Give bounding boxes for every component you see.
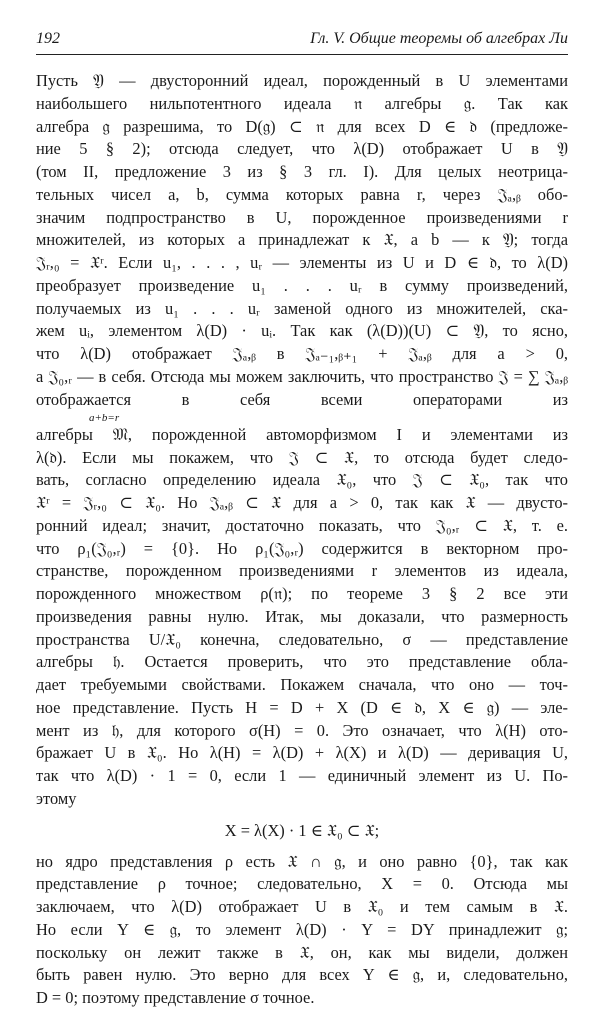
page-header xyxy=(36,26,568,50)
text-line: что ρ₁(𝔍₀,ᵣ) = {0}. Но ρ₁(𝔍₀,ᵣ) содержится в векторном про- xyxy=(36,538,568,558)
text-line: странстве, порожденном произведениями r элементов из идеала, xyxy=(36,561,568,581)
text-line: ное представление. Пусть H = D + X (D ∈ 𝔡, X ∈ 𝔤) — эле- xyxy=(36,697,568,717)
text-line: значим подпространство в U, порожденное произведениями r xyxy=(36,207,568,227)
text-line: вать, согласно определению идеала 𝔛₀, что 𝔍 ⊂ 𝔛₀, так что xyxy=(36,470,568,490)
text-line: но ядро представления ρ есть 𝔛 ∩ 𝔤, и оно равно {0}, так как xyxy=(36,851,568,871)
text-line: пространства U/𝔛₀ конечна, следовательно, σ — представление xyxy=(36,629,568,649)
text-line: алгебры 𝔥. Остается проверить, что это представление обла- xyxy=(36,652,568,672)
display-formula: X = λ(X) · 1 ∈ 𝔛₀ ⊂ 𝔛; xyxy=(224,820,380,840)
text-line: λ(𝔡). Если мы покажем, что 𝔍 ⊂ 𝔛, то отсюда будет следо- xyxy=(36,447,568,467)
text-line: поскольку он лежит также в 𝔛, он, как мы видели, должен xyxy=(36,942,568,962)
text-line: заключаем, что λ(D) отображает U в 𝔛₀ и тем самым в 𝔛. xyxy=(36,897,568,916)
text-line: а 𝔍₀,ᵣ — в себя. Отсюда мы можем заключить, что пространство 𝔍 = ∑ 𝔍ₐ,ᵦ отображается в себя всеми операторами из xyxy=(36,366,568,409)
header-rule xyxy=(36,54,568,55)
running-title: Гл. V. Общие теоремы об алгебрах Ли xyxy=(310,30,568,47)
text-line: мент из 𝔥, для которого σ(H) = 0. Это означает, что λ(H) ото- xyxy=(36,720,568,740)
text-line: порожденного множеством ρ(𝔫); по теореме 3 § 2 все эти xyxy=(36,584,568,603)
text-line: ние 5 § 2); отсюда следует, что λ(D) отображает U в 𝔜 xyxy=(36,139,568,159)
text-line: 𝔍ᵣ,₀ = 𝔛ʳ. Если u₁, . . . , uᵣ — элементы из U и D ∈ 𝔡, то λ(D) xyxy=(36,253,568,272)
text-line: этому xyxy=(36,788,77,808)
text-line: Но если Y ∈ 𝔤, то элемент λ(D) · Y = DY принадлежит 𝔤; xyxy=(36,919,568,939)
text-line: наибольшего нильпотентного идеала 𝔫 алгебры 𝔤. Так как xyxy=(36,93,568,113)
text-line: (том II, предложение 3 из § 3 гл. I). Для целых неотрица- xyxy=(36,162,568,181)
text-line: жем uᵢ, элементом λ(D) · uᵢ. Так как (λ(D))(U) ⊂ 𝔜, то ясно, xyxy=(36,321,568,341)
text-line: Пусть 𝔜 — двусторонний идеал, порожденный в U элементами xyxy=(36,71,568,90)
text-line: множителей, из которых a принадлежат к 𝔛, а b — к 𝔜; тогда xyxy=(36,230,568,250)
text-line: что λ(D) отображает 𝔍ₐ,ᵦ в 𝔍ₐ₋₁,ᵦ₊₁ + 𝔍ₐ,ᵦ для a > 0, xyxy=(36,344,568,363)
text-line: алгебра 𝔤 разрешима, то D(𝔤) ⊂ 𝔫 для всех D ∈ 𝔡 (предложе- xyxy=(36,116,568,136)
text-line: представление ρ точное; следовательно, X = 0. Отсюда мы xyxy=(36,874,568,894)
text-line: быть равен нулю. Это верно для всех Y ∈ 𝔤, и, следовательно, xyxy=(36,965,568,985)
text-line: получаемых из u₁ . . . uᵣ заменой одного из множителей, ска- xyxy=(36,298,568,318)
sum-subscript: a+b=r xyxy=(89,411,120,424)
text-line: 𝔛ʳ = 𝔍ᵣ,₀ ⊂ 𝔛₀. Но 𝔍ₐ,ᵦ ⊂ 𝔛 для a > 0, так как 𝔛 — двусто- xyxy=(36,493,568,512)
text-line: преобразует произведение u₁ . . . uᵣ в сумму произведений, xyxy=(36,275,568,295)
text-line: бражает U в 𝔛₀. Но λ(H) = λ(D) + λ(X) и λ(D) — деривация U, xyxy=(36,743,568,763)
text-line: так что λ(D) · 1 = 0, если 1 — единичный элемент из U. По- xyxy=(36,766,568,785)
text-line: D = 0; поэтому представление σ точное. xyxy=(36,988,315,1007)
page-number: 192 xyxy=(36,30,60,47)
text-line: ронний идеал; значит, достаточно показать, что 𝔍₀,ᵣ ⊂ 𝔛, т. е. xyxy=(36,515,568,535)
text-line: произведения равны нулю. Итак, мы доказали, что размерность xyxy=(36,606,568,626)
text-line: алгебры 𝔐, порожденной автоморфизмом I и элементами из xyxy=(36,424,568,444)
text-line: тельных чисел a, b, сумма которых равна r, через 𝔍ₐ,ᵦ обо- xyxy=(36,184,568,204)
text-line: дает требуемыми свойствами. Покажем сначала, что оно — точ- xyxy=(36,675,568,694)
page-body xyxy=(36,70,568,1010)
book-page xyxy=(36,26,568,1007)
sum-formula-line xyxy=(36,366,568,424)
